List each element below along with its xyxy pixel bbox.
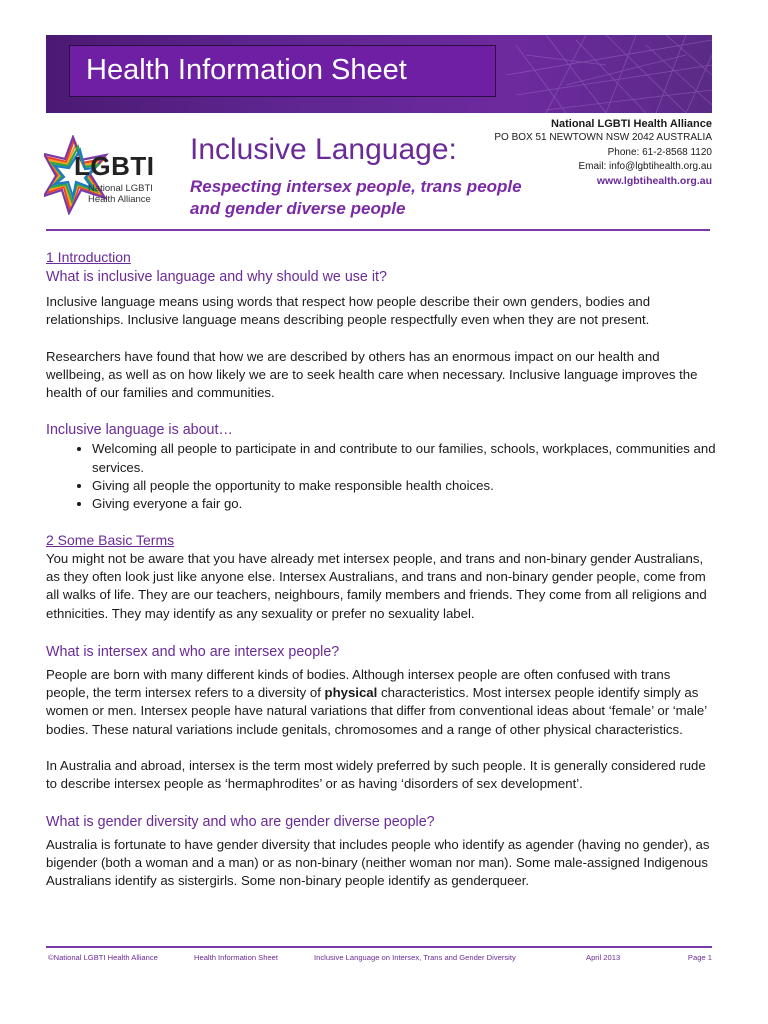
lgbti-logo xyxy=(44,135,184,215)
page-footer xyxy=(46,946,712,967)
contact-email[interactable]: Email: info@lgbtihealth.org.au xyxy=(578,160,712,172)
contact-block xyxy=(494,117,712,188)
banner-title: Health Information Sheet xyxy=(86,54,407,86)
footer-date: April 2013 xyxy=(586,953,621,962)
footer-copyright: ©National LGBTI Health Alliance xyxy=(48,953,158,962)
about-heading: Inclusive language is about… xyxy=(46,422,233,439)
intersex-paragraph-1 xyxy=(46,666,716,739)
contact-address: PO BOX 51 NEWTOWN NSW 2042 AUSTRALIA xyxy=(494,132,712,144)
contact-phone: Phone: 61-2-8568 1120 xyxy=(607,146,712,158)
footer-divider xyxy=(46,946,712,948)
intersex-text-a: People are born with many different kinds of bodies. Although intersex people are often confused with trans people, the term intersex refers to a diversity of xyxy=(46,666,671,701)
list-item: • Giving all people the opportunity to make responsible health choices. xyxy=(92,477,716,495)
about-list xyxy=(46,440,716,513)
page-title: Inclusive Language: xyxy=(190,133,457,166)
header-divider xyxy=(46,229,710,231)
list-item: • Giving everyone a fair go. xyxy=(92,495,716,513)
intro-paragraph-2: Researchers have found that how we are described by others has an enormous impact on our health and wellbeing, as well as on how likely we are to seek health care when necessary. Inclusive language improves the health of our families and communities. xyxy=(46,348,698,401)
logo-abbr: LGBTI xyxy=(74,151,155,181)
gender-paragraph: Australia is fortunate to have gender diversity that includes people who identify as agender (having no gender), as bigender (both a woman and a man) or as non-binary (neither woman nor man). Some male-assigned Indigenous Australians identify as sistergirls. Some non-binary people identify as genderqueer. xyxy=(46,836,710,889)
logo-line2: Health Alliance xyxy=(88,194,151,205)
footer-sheet: Health Information Sheet xyxy=(194,953,279,962)
contact-org: National LGBTI Health Alliance xyxy=(551,118,712,130)
list-item: • Welcoming all people to participate in and contribute to our families, schools, workplaces, communities and services. xyxy=(92,440,716,477)
logo-line1: National LGBTI xyxy=(88,183,153,194)
footer-text xyxy=(46,953,712,967)
footer-topic: Inclusive Language on Intersex, Trans and Gender Diversity xyxy=(314,953,516,962)
intersex-heading: What is intersex and who are intersex people? xyxy=(46,643,340,660)
intro-heading: 1 Introduction xyxy=(46,249,131,265)
document-body xyxy=(46,248,716,891)
intro-question: What is inclusive language and why should we use it? xyxy=(46,269,387,285)
intersex-bold-word: physical xyxy=(324,685,378,701)
intersex-paragraph-2: In Australia and abroad, intersex is the term most widely preferred by such people. It is generally considered rude to describe intersex people as ‘hermaphrodites’ or as having ‘disorders of sex development’. xyxy=(46,758,706,792)
banner-title-box xyxy=(69,45,496,97)
terms-heading: 2 Some Basic Terms xyxy=(46,531,175,548)
contact-website-link[interactable]: www.lgbtihealth.org.au xyxy=(596,175,712,188)
terms-paragraph: You might not be aware that you have already met intersex people, and trans and non-binary gender Australians, as they often look just like anyone else. Intersex Australians, and trans and non-binary gender people, come from all walks of life. They are our teachers, neighbours, family members and friends. They come from all religions and ethnicities. They may identify as any sexuality or prefer no sexuality label. xyxy=(46,550,707,621)
page-subtitle: Respecting intersex people, trans people and gender diverse people xyxy=(190,177,522,218)
intro-paragraph-1: Inclusive language means using words that respect how people describe their own genders, bodies and relationships. Inclusive language means describing people respectfully even when they are not present. xyxy=(46,294,651,328)
footer-page-number: Page 1 xyxy=(687,953,712,962)
gender-heading: What is gender diversity and who are gender diverse people? xyxy=(46,813,435,830)
header-banner xyxy=(46,35,712,113)
intersex-text-b: characteristics. Most intersex people identify simply as women or men. Intersex people have natural variations that differ from conventional ideas about ‘female’ or ‘male’ bodies. These natural variations include genitals, chromosomes and a range of other physical characteristics. xyxy=(46,685,707,737)
logo-text xyxy=(88,183,153,205)
